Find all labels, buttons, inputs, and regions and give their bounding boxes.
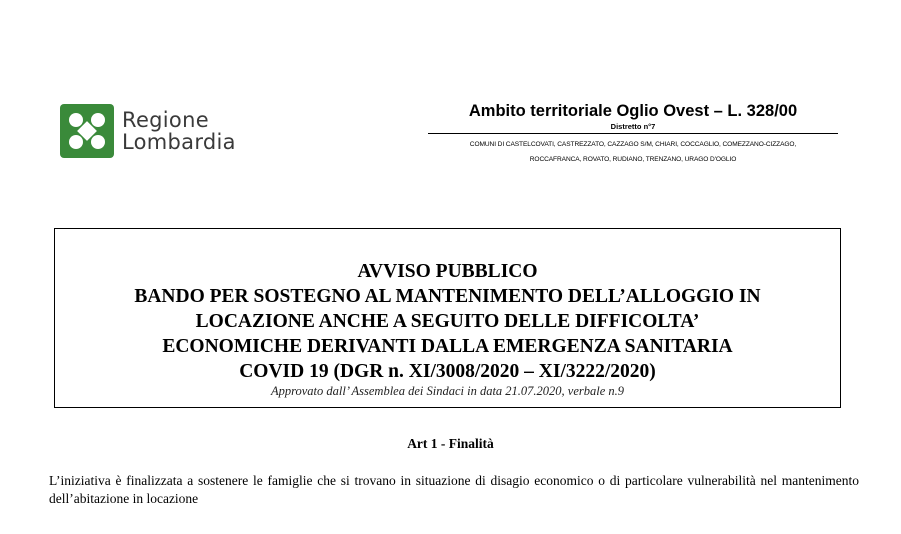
notice-title-line-3: LOCAZIONE ANCHE A SEGUITO DELLE DIFFICOLTA’: [195, 311, 700, 332]
approval-note: Approvato dall’ Assemblea dei Sindaci in data 21.07.2020, verbale n.9: [270, 384, 625, 398]
distretto-label: Distretto n°7: [610, 122, 656, 131]
notice-title-line-4: ECONOMICHE DERIVANTI DALLA EMERGENZA SANITARIA: [162, 336, 733, 357]
notice-title-line-5: COVID 19 (DGR n. XI/3008/2020 – XI/3222/2020): [239, 361, 656, 382]
notice-title-box: [54, 228, 841, 408]
article-heading: Art 1 - Finalità: [407, 436, 494, 451]
notice-title-line-2: BANDO PER SOSTEGNO AL MANTENIMENTO DELL’ALLOGGIO IN: [134, 286, 761, 307]
logo-line-regione: Regione: [122, 108, 209, 132]
regione-lombardia-logo: [60, 103, 250, 159]
ambito-title: Ambito territoriale Oglio Ovest – L. 328/00: [468, 102, 798, 120]
notice-title-line-1: AVVISO PUBBLICO: [357, 261, 538, 282]
article-body: L’iniziativa è finalizzata a sostenere le famiglie che si trovano in situazione di disagio economico o di particolare vulnerabilità nel mantenimento dell’abitazione in locazione: [49, 473, 859, 506]
comuni-line-2: ROCCAFRANCA, ROVATO, RUDIANO, TRENZANO, URAGO D'OGLIO: [529, 156, 737, 163]
comuni-line-1: COMUNI DI CASTELCOVATI, CASTREZZATO, CAZZAGO S/M, CHIARI, COCCAGLIO, COMEZZANO-CIZZAGO,: [469, 141, 797, 148]
logo-wordmark: [122, 109, 236, 153]
regione-lombardia-logo-icon: [60, 104, 114, 158]
header-divider: [428, 133, 838, 134]
ambito-header: [428, 101, 838, 167]
logo-line-lombardia: Lombardia: [122, 130, 236, 154]
